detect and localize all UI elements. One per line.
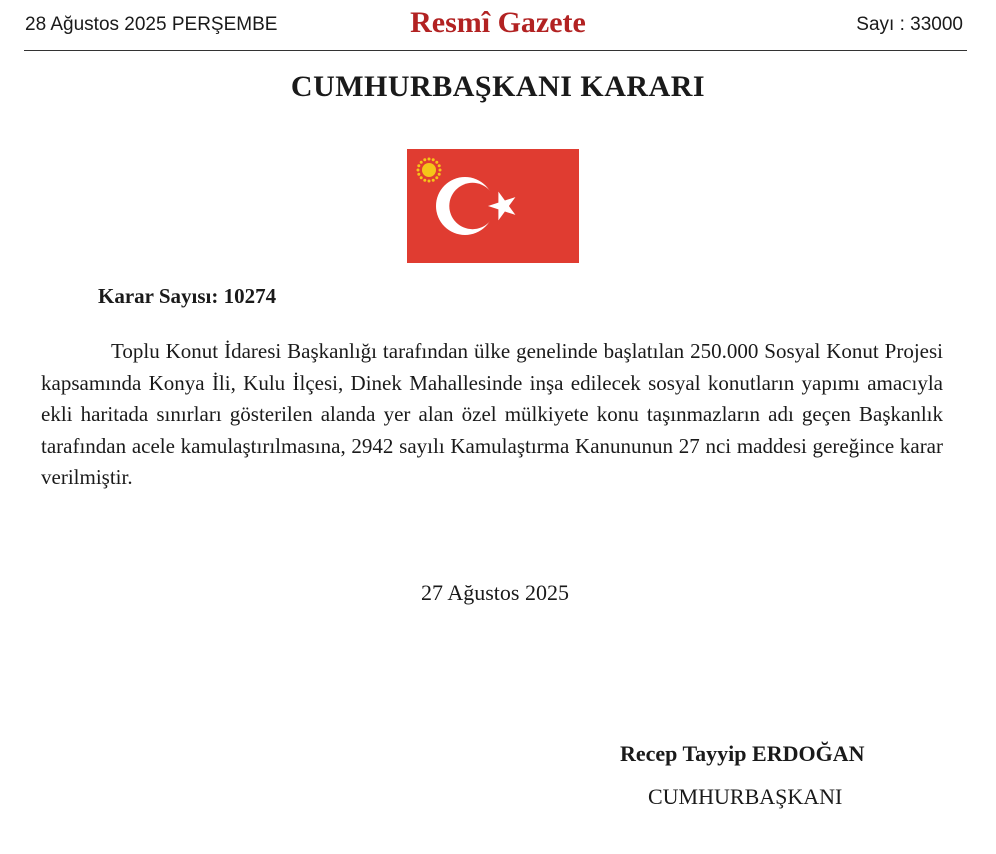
- decree-heading: CUMHURBAŞKANI KARARI: [290, 70, 706, 103]
- issue-number: Sayı : 33000: [856, 14, 963, 35]
- publication-date: 28 Ağustos 2025 PERŞEMBE: [25, 14, 278, 35]
- decree-date: 27 Ağustos 2025: [421, 580, 569, 605]
- signatory-name: Recep Tayyip ERDOĞAN: [620, 741, 865, 766]
- decree-number: Karar Sayısı: 10274: [98, 284, 277, 308]
- header-divider: [24, 50, 967, 51]
- decree-body-text: Toplu Konut İdaresi Başkanlığı tarafından ülke genelinde başlatılan 250.000 Sosyal Konut Projesi kapsamında Konya İli, Kulu İlçesi, Dinek Mahallesinde inşa edilecek sosyal konutların yapımı amacıyla ekli haritada sınırları gösterilen alanda yer alan özel mülkiyete konu taşınmazların adı geçen Başkanlık tarafından acele kamulaştırılmasına, 2942 sayılı Kamulaştırma Kanununun 27 nci maddesi gereğince karar verilmiştir.: [41, 339, 943, 489]
- signatory-title: CUMHURBAŞKANI: [648, 784, 843, 809]
- presidential-flag-icon: [407, 149, 579, 263]
- gazette-title: Resmî Gazete: [410, 6, 586, 39]
